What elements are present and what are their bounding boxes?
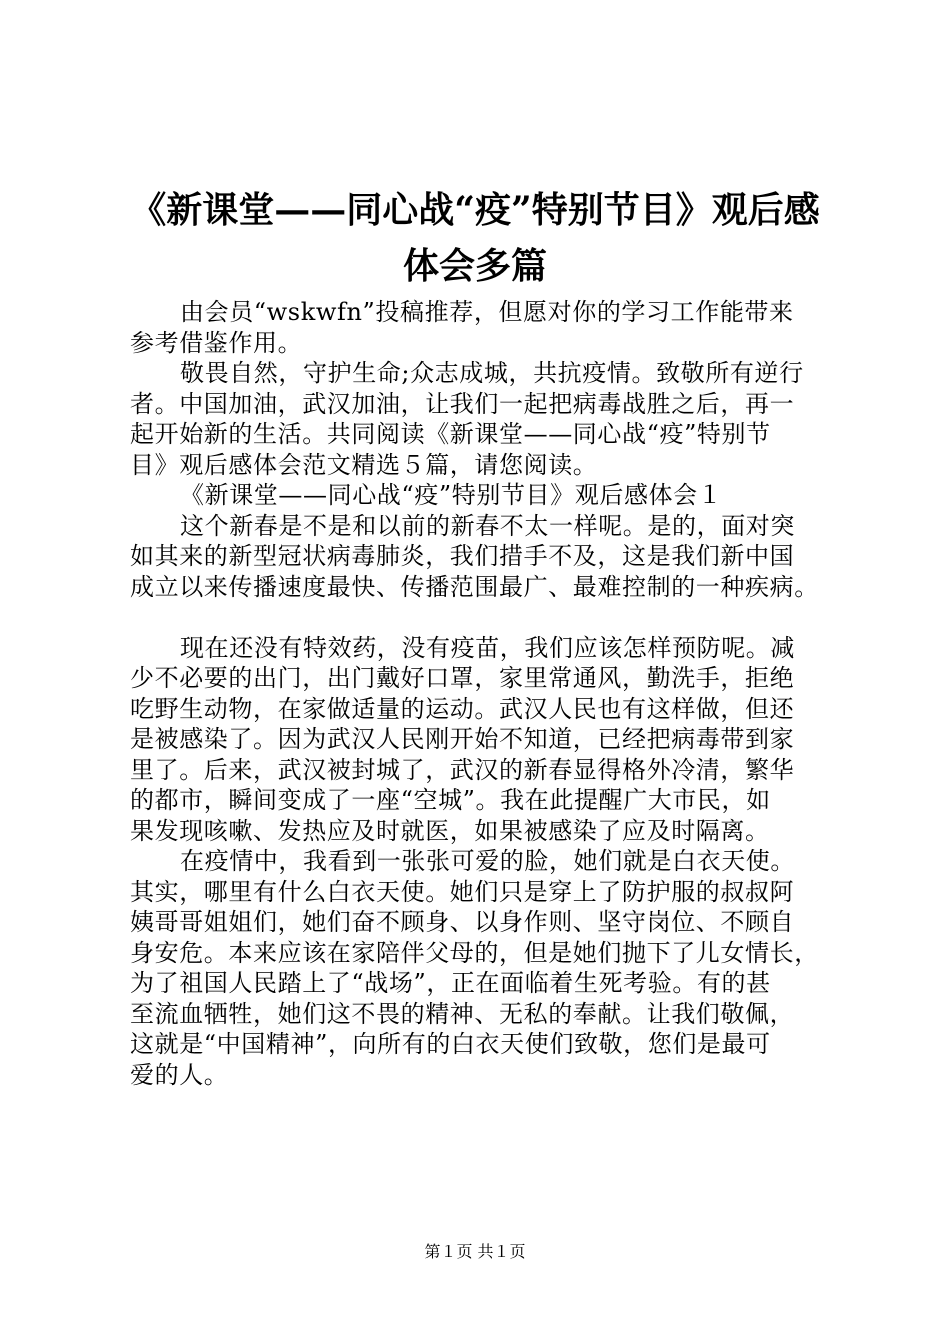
document-title-line-1: 《新课堂——同心战“疫”特别节目》观后感 — [130, 189, 820, 231]
paragraph-line: 其实，哪里有什么白衣天使。她们只是穿上了防护服的叔叔阿 — [130, 877, 795, 906]
paragraph-line: 成立以来传播速度最快、传播范围最广、最难控制的一种疾病。 — [130, 572, 819, 601]
page-footer: 第１页 共１页 — [424, 1242, 526, 1261]
paragraph-line: 里了。后来，武汉被封城了，武汉的新春显得格外冷清，繁华 — [130, 755, 795, 784]
section-heading: 《新课堂——同心战“疫”特别节目》观后感体会１ — [180, 481, 723, 509]
paragraph-line: 吃野生动物，在家做适量的运动。武汉人民也有这样做，但还 — [130, 694, 795, 723]
paragraph-line: 少不必要的出门，出门戴好口罩，家里常通风，勤洗手，拒绝 — [130, 664, 795, 692]
paragraph-line: 至流血牺牲，她们这不畏的精神、无私的奉献。让我们敬佩， — [130, 999, 795, 1028]
paragraph-line: 爱的人。 — [130, 1060, 229, 1089]
paragraph-line: 是被感染了。因为武汉人民刚开始不知道，已经把病毒带到家 — [130, 725, 795, 753]
paragraph-line: 敬畏自然，守护生命;众志成城，共抗疫情。致敬所有逆行 — [180, 359, 804, 387]
paragraph-line: 为了祖国人民踏上了“战场”，正在面临着生死考验。有的甚 — [130, 969, 771, 997]
paragraph-line: 起开始新的生活。共同阅读《新课堂——同心战“疫”特别节 — [130, 420, 771, 448]
paragraph-line: 目》观后感体会范文精选５篇，请您阅读。 — [130, 450, 598, 479]
paragraph-gap — [130, 602, 850, 633]
paragraph-line: 身安危。本来应该在家陪伴父母的，但是她们抛下了儿女情长， — [130, 938, 819, 967]
paragraph-line: 者。中国加油，武汉加油，让我们一起把病毒战胜之后，再一 — [130, 389, 795, 418]
paragraph-line: 由会员“wskwfn”投稿推荐，但愿对你的学习工作能带来 — [180, 298, 794, 326]
paragraph-line: 姨哥哥姐姐们，她们奋不顾身、以身作则、坚守岗位、不顾自 — [130, 908, 795, 936]
paragraph-line: 果发现咳嗽、发热应及时就医，如果被感染了应及时隔离。 — [130, 816, 770, 845]
paragraph-line: 现在还没有特效药，没有疫苗，我们应该怎样预防呢。减 — [180, 633, 795, 662]
paragraph-line: 如其来的新型冠状病毒肺炎，我们措手不及，这是我们新中国 — [130, 542, 795, 570]
paragraph-line: 的都市，瞬间变成了一座“空城”。我在此提醒广大市民，如 — [130, 786, 771, 814]
paragraph-line: 在疫情中，我看到一张张可爱的脸，她们就是白衣天使。 — [180, 847, 795, 875]
document-body — [130, 297, 850, 1090]
paragraph-line: 这个新春是不是和以前的新春不太一样呢。是的，面对突 — [180, 511, 795, 540]
paragraph-line: 参考借鉴作用。 — [130, 328, 303, 357]
document-title-line-2: 体会多篇 — [402, 245, 547, 287]
paragraph-line: 这就是“中国精神”，向所有的白衣天使们致敬，您们是最可 — [130, 1030, 771, 1058]
